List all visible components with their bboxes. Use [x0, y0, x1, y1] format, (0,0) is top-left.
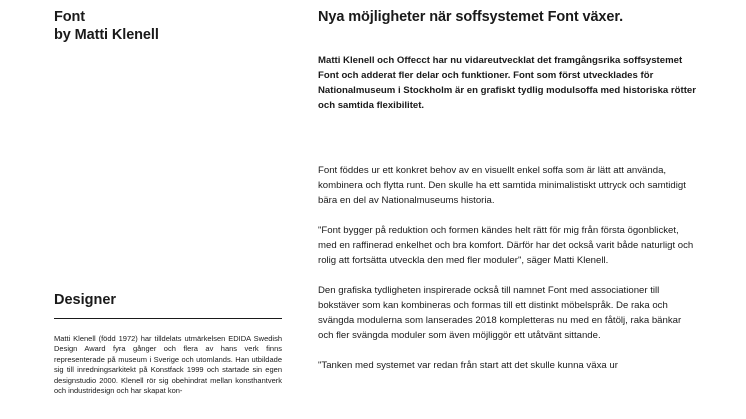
product-designer-line: by Matti Klenell: [54, 27, 159, 43]
article: [318, 8, 696, 371]
article-headline: Nya möjligheter när soffsystemet Font växer.: [318, 9, 624, 25]
designer-divider: [54, 318, 282, 319]
article-paragraph: "Font bygger på reduktion och formen kändes helt rätt för mig från första ögonblicket, med en raffinerad enkelhet och bra komfort. Därför har det också varit både naturligt och rolig att fortsätta utveckla den med fler moduler", säger Matti Klenell.: [318, 225, 694, 266]
product-title-block: [54, 8, 282, 44]
designer-heading: Designer: [54, 292, 117, 308]
article-paragraph: Font föddes ur ett konkret behov av en visuellt enkel soffa som är lätt att använda, kombinera och flytta runt. Den skulle ha ett samtida minimalistiskt uttryck och samtidigt bära en del av Nationalmuseums historia.: [318, 165, 686, 206]
article-lead: Matti Klenell och Offecct har nu vidareutvecklat det framgångsrika soffsystemet Font och adderat fler delar och funktioner. Font som först utvecklades för Nationalmuseum i Stockholm är en grafiskt tydlig modulsoffa med historiska rötter och samtida flexibilitet.: [318, 55, 696, 111]
product-name: Font: [54, 9, 86, 25]
article-paragraph: "Tanken med systemet var redan från start att det skulle kunna växa ur: [318, 360, 618, 371]
article-body: [318, 163, 696, 388]
designer-bio: Matti Klenell (född 1972) har tilldelats utmärkelsen EDIDA Swedish Design Award fyra gånger och flera av hans verk finns representerade på museum i Sverige och utomlands. Han utbildade sig till inredningsarkitekt på Konstfack 1999 och startade sin egen designstudio 2000. Klenell rör sig obehindrat mellan konsthantverk och industridesign och har skapat kon-: [54, 334, 282, 396]
product-title: [54, 8, 282, 44]
article-paragraph: Den grafiska tydligheten inspirerade också till namnet Font med associationer till bokstäver som kan kombineras och formas till ett distinkt möbelspråk. De raka och svängda modulerna som lanserades 2018 kompletteras nu med en fåtölj, raka bänkar och fler svängda moduler som även möjliggör ett utåtvänt sittande.: [318, 285, 682, 341]
